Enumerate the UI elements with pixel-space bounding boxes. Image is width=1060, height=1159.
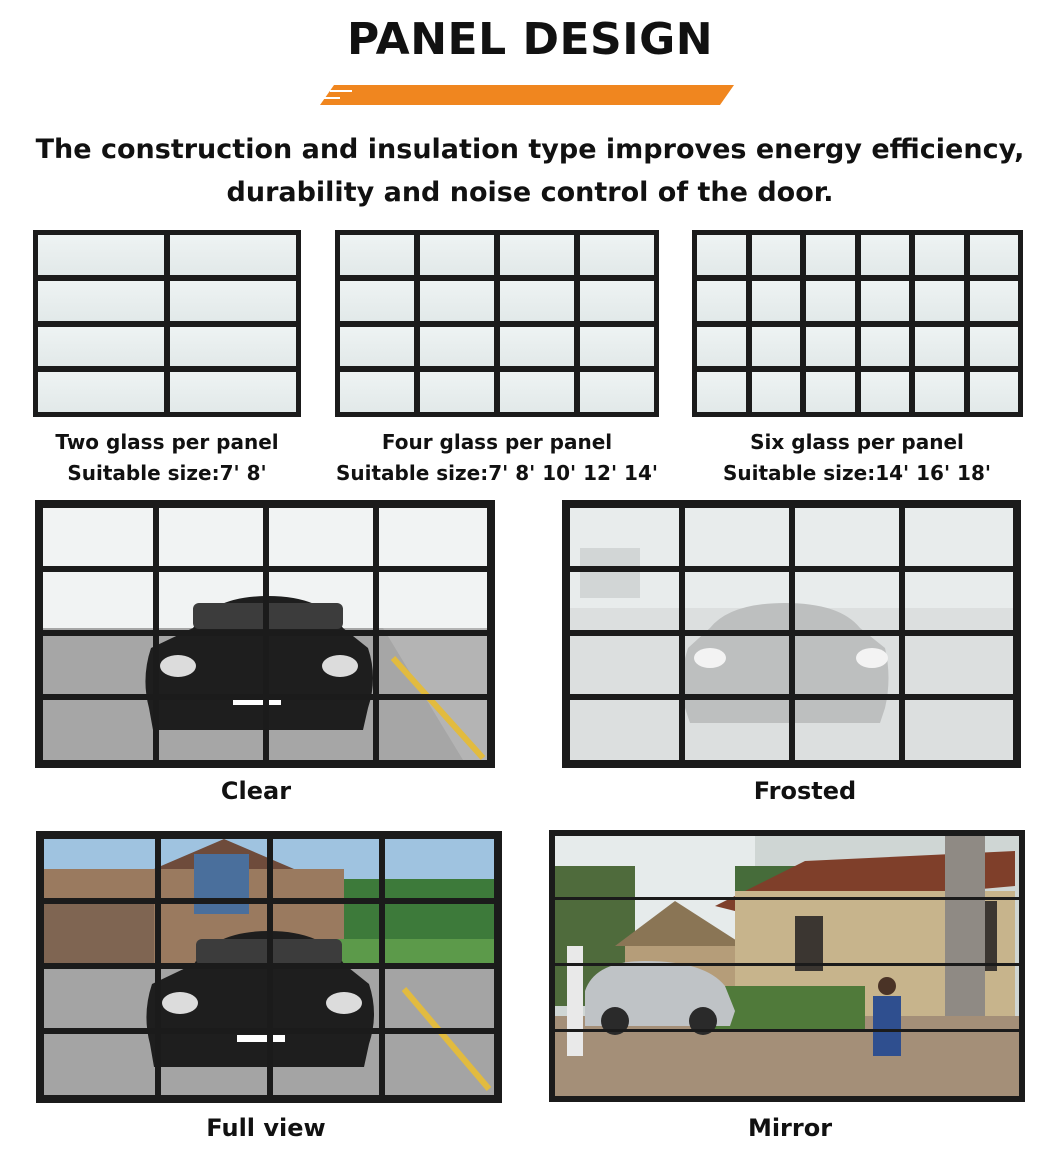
glass-pane (697, 281, 746, 321)
glass-pane (806, 281, 855, 321)
glass-pane (500, 281, 574, 321)
glass-pane (38, 372, 164, 412)
glass-pane (420, 281, 494, 321)
frosted-glass-door (562, 500, 1021, 768)
four-glass-caption (330, 427, 664, 489)
page-title: PANEL DESIGN (346, 14, 714, 65)
glass-pane (970, 281, 1019, 321)
glass-pane (580, 281, 654, 321)
glass-pane (697, 235, 746, 275)
glass-pane (915, 327, 964, 367)
six-glass-door-diagram (692, 230, 1023, 417)
glass-pane (38, 281, 164, 321)
glass-pane (970, 372, 1019, 412)
glass-pane (420, 327, 494, 367)
option-size: Suitable size:14' 16' 18' (722, 461, 991, 485)
option-name: Two glass per panel (55, 430, 279, 454)
glass-pane (580, 372, 654, 412)
glass-pane (915, 281, 964, 321)
glass-pane (500, 235, 574, 275)
glass-pane (915, 372, 964, 412)
glass-pane (970, 235, 1019, 275)
glass-pane (420, 372, 494, 412)
car-photo-icon (35, 500, 495, 768)
subtitle-line-2: durability and noise control of the door. (226, 177, 834, 208)
house-car-photo-icon (36, 831, 502, 1103)
glass-pane (697, 372, 746, 412)
option-name: Four glass per panel (381, 430, 613, 454)
glass-pane (752, 327, 801, 367)
glass-pane (752, 281, 801, 321)
full-view-caption: Full view (206, 1114, 326, 1142)
glass-pane (170, 372, 296, 412)
option-size: Suitable size:7' 8' 10' 12' 14' (335, 461, 658, 485)
option-name: Six glass per panel (750, 430, 964, 454)
reflection-photo-icon (549, 830, 1025, 1102)
glass-pane (500, 372, 574, 412)
glass-pane (752, 372, 801, 412)
glass-pane (861, 327, 910, 367)
two-glass-door-diagram (33, 230, 301, 417)
glass-pane (697, 327, 746, 367)
glass-pane (915, 235, 964, 275)
six-glass-caption (690, 427, 1024, 489)
glass-pane (170, 235, 296, 275)
glass-pane (861, 281, 910, 321)
full-view-glass-door (36, 831, 502, 1103)
glass-pane (861, 235, 910, 275)
glass-pane (38, 235, 164, 275)
clear-glass-door (35, 500, 495, 768)
mirror-glass-door (549, 830, 1025, 1102)
title-underline-accent (320, 85, 734, 105)
glass-pane (340, 281, 414, 321)
glass-pane (580, 235, 654, 275)
frosted-caption: Frosted (753, 777, 857, 805)
glass-pane (970, 327, 1019, 367)
clear-caption: Clear (220, 777, 292, 805)
subtitle-line-1: The construction and insulation type improves energy efficiency, (35, 134, 1025, 165)
glass-pane (340, 327, 414, 367)
option-size: Suitable size:7' 8' (67, 461, 267, 485)
mirror-caption: Mirror (747, 1114, 833, 1142)
page-subtitle (20, 128, 1040, 214)
glass-pane (806, 327, 855, 367)
glass-pane (38, 327, 164, 367)
glass-pane (580, 327, 654, 367)
two-glass-caption (20, 427, 314, 489)
glass-pane (500, 327, 574, 367)
glass-pane (170, 327, 296, 367)
frosted-car-photo-icon (562, 500, 1021, 768)
glass-pane (806, 235, 855, 275)
glass-pane (752, 235, 801, 275)
glass-pane (861, 372, 910, 412)
glass-pane (170, 281, 296, 321)
glass-pane (340, 372, 414, 412)
glass-pane (420, 235, 494, 275)
glass-pane (340, 235, 414, 275)
glass-pane (806, 372, 855, 412)
four-glass-door-diagram (335, 230, 659, 417)
